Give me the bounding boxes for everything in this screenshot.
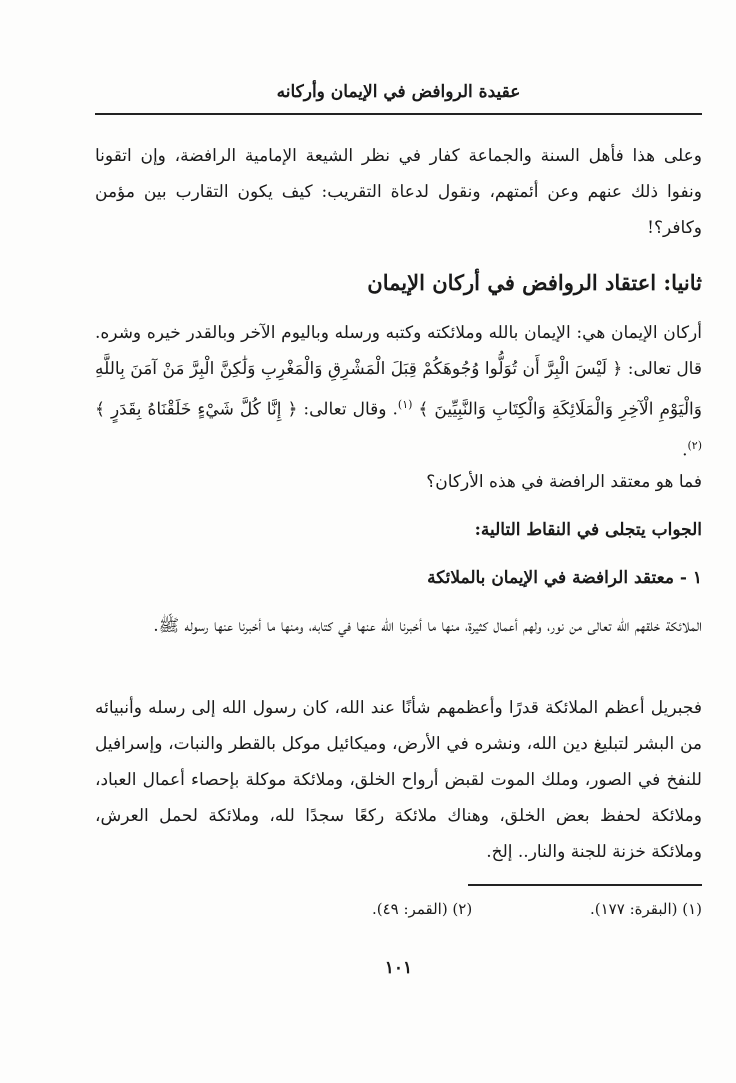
paragraph-angel-roles: فجبريل أعظم الملائكة قدرًا وأعظمهم شأنًا عند الله، كان رسول الله إلى رسله وأنبيائه من البشر لتبليغ دين الله، ونشره في الأرض، وميكائيل موكل بالقطر والنبات، وإسرافيل للنفخ في الصور، وملك الموت لقبض أرواح الخلق، وملائكة موكلة بإحصاء أعمال العباد، وملائكة لحفظ بعض الخلق، وهناك ملائكة ركعًا سجدًا لله، وملائكة لحمل العرش، وملائكة خزنة للجنة والنار.. إلخ. (95, 698, 702, 862)
footnote-ref-2: (٢) (687, 438, 702, 452)
paragraph-angels: الملائكة خلقهم الله تعالى من نور، ولهم أعمال كثيرة، منها ما أخبرنا الله عنها في كتابه، ومنها ما أخبرنا عنها رسوله ﷺ. (153, 616, 702, 636)
answer-heading: الجواب يتجلى في النقاط التالية: (474, 520, 702, 540)
footnote-ref-1: (١) (397, 398, 413, 411)
pillars-end: . (682, 440, 688, 461)
pillars-text-2: . وقال تعالى: ﴿ إِنَّا كُلَّ شَيْءٍ خَلَقْنَاهُ بِقَدَرٍ ﴾ (95, 399, 398, 420)
question-text: فما هو معتقد الرافضة في هذه الأركان؟ (426, 472, 702, 492)
header-divider (95, 113, 702, 115)
footnotes (95, 900, 702, 918)
section-heading: ثانيا: اعتقاد الروافض في أركان الإيمان (367, 270, 702, 295)
paragraph-pillars (95, 315, 702, 468)
footnote-1: (١) (البقرة: ١٧٧). (590, 900, 702, 918)
pillars-text: أركان الإيمان هي: الإيمان بالله وملائكته وكتبه ورسله وباليوم الآخر وبالقدر خيره وشره. قال تعالى: ﴿ لَيْسَ الْبِرَّ أَن تُوَلُّوا وُجُوهَكُمْ قِبَلَ الْمَشْرِقِ وَالْمَغْرِبِ وَلَٰكِنَّ الْبِرَّ مَنْ آمَنَ بِاللَّهِ وَالْيَوْمِ الْآخِرِ وَالْمَلَائِكَةِ وَالْكِتَابِ وَالنَّبِيِّينَ ﴾ (95, 323, 702, 420)
running-header: عقيدة الروافض في الإيمان وأركانه (276, 82, 521, 102)
page-number: ١٠١ (384, 958, 413, 978)
paragraph-takfir: وعلى هذا فأهل السنة والجماعة كفار في نظر الشيعة الإمامية الرافضة، وإن اتقونا ونفوا ذلك عنهم وعن أئمتهم، ونقول لدعاة التقريب: كيف يكون التقارب بين مؤمن وكافر؟! (95, 146, 702, 238)
footnote-2: (٢) (القمر: ٤٩). (371, 900, 473, 918)
point-heading-angels: ١ - معتقد الرافضة في الإيمان بالملائكة (427, 568, 702, 588)
footnote-divider (468, 884, 702, 886)
